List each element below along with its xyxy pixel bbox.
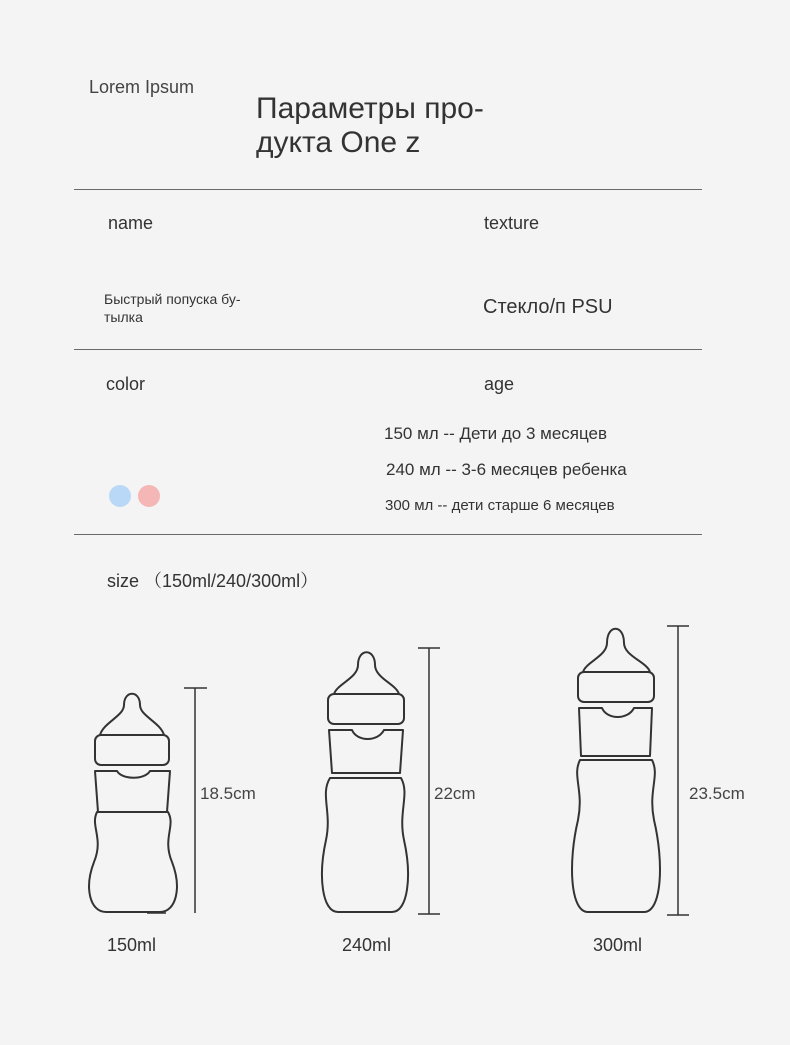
capacity-240ml: 240ml [342, 935, 392, 955]
bottle-240ml-drawing [322, 652, 408, 912]
age-line-240: 240 мл -- 3-6 месяцев ребенка [386, 460, 627, 479]
name-label: name [108, 213, 154, 233]
age-line-300: 300 мл -- дети старше 6 месяцев [385, 497, 615, 514]
capacity-300ml: 300ml [593, 935, 643, 955]
color-label: color [106, 374, 146, 394]
bottle-300ml-drawing [572, 629, 660, 912]
texture-label: texture [484, 213, 540, 233]
age-line-150: 150 мл -- Дети до 3 месяцев [384, 424, 608, 443]
title-line-1: Параметры про- [256, 92, 484, 125]
size-label: size （150ml/240/300ml） [107, 571, 319, 591]
brand-name: Lorem Ipsum [89, 77, 195, 97]
title-line-2: дукта One z [256, 126, 421, 159]
capacity-150ml: 150ml [107, 935, 157, 955]
texture-value: Стекло/п PSU [483, 296, 613, 318]
bottle-150ml-drawing [89, 694, 177, 912]
name-value: Быстрый попуска бу-тылка [104, 291, 241, 325]
height-240ml: 22cm [434, 784, 476, 803]
height-150ml: 18.5cm [200, 784, 256, 803]
age-label: age [484, 374, 515, 394]
height-300ml: 23.5cm [689, 784, 745, 803]
